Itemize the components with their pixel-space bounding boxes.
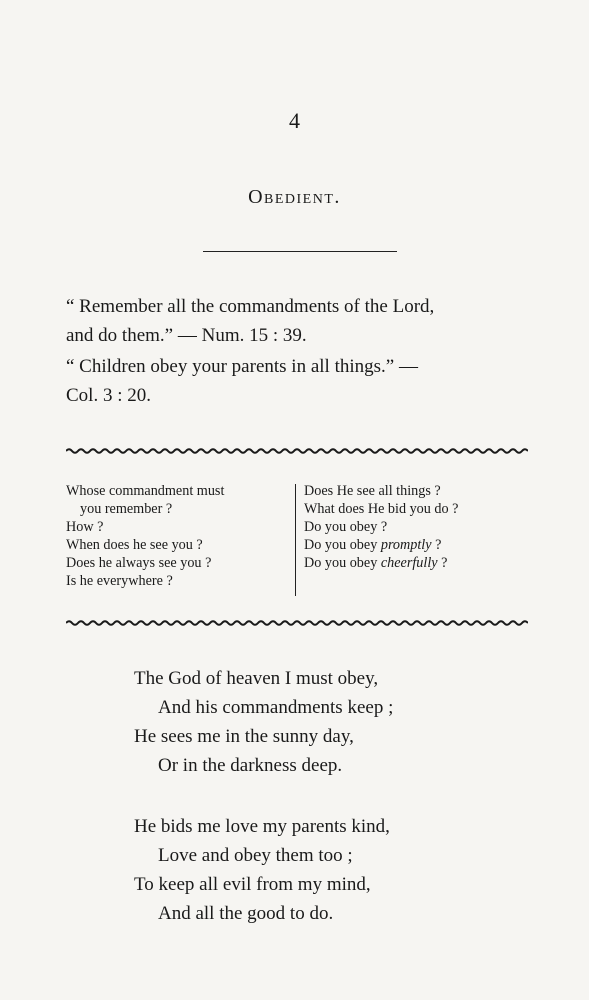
poem-line: To keep all evil from my mind, [134, 874, 371, 895]
questions-right-column [304, 482, 534, 572]
question: Does he always see you ? [66, 555, 212, 571]
poem-stanza-1 [134, 664, 494, 780]
verse-line: “ Remember all the commandments of the Lord, [66, 296, 435, 317]
poem-line: And his commandments keep ; [158, 697, 394, 718]
poem-line: Or in the darkness deep. [158, 755, 343, 776]
emphasis-word: promptly [380, 537, 432, 553]
title-rule [203, 251, 397, 252]
column-divider [295, 484, 296, 596]
question: When does he see you ? [66, 537, 203, 553]
question: Whose commandment must [66, 483, 225, 499]
question: What does He bid you do ? [304, 501, 459, 517]
emphasis-word: cheerfully [380, 555, 438, 571]
question: Do you obey promptly ? [304, 537, 442, 553]
question: Is he everywhere ? [66, 573, 173, 589]
questions-left-column [66, 482, 292, 590]
poem-line: And all the good to do. [158, 903, 334, 924]
poem-line: He bids me love my parents kind, [134, 816, 390, 837]
poem-line: Love and obey them too ; [158, 845, 353, 866]
poem-line: The God of heaven I must obey, [134, 668, 379, 689]
wavy-rule-bottom [66, 618, 528, 628]
question: Do you obey cheerfully ? [304, 555, 448, 571]
poem-stanza-2 [134, 812, 494, 928]
poem-line: He sees me in the sunny day, [134, 726, 354, 747]
question: Do you obey ? [304, 519, 388, 535]
verse-line: “ Children obey your parents in all things.” — [66, 356, 418, 377]
verse-line: and do them.” — Num. 15 : 39. [66, 325, 307, 346]
verse-line: Col. 3 : 20. [66, 385, 151, 406]
question: How ? [66, 519, 104, 535]
page-number: 4 [289, 108, 300, 133]
wavy-rule-top [66, 446, 528, 456]
scripture-verse-1 [66, 292, 532, 350]
scripture-verse-2 [66, 352, 532, 410]
question: you remember ? [80, 501, 173, 517]
page-title: Obedient. [248, 186, 341, 208]
question: Does He see all things ? [304, 483, 441, 499]
